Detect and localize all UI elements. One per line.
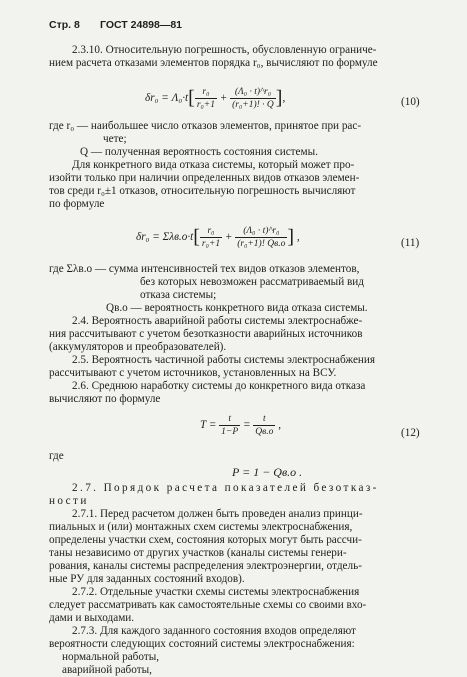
text-line: по формуле xyxy=(49,198,105,210)
formula-10-den2: (r₀+1)! · Q xyxy=(232,100,274,110)
text-line: Q — полученная вероятность состояния системы. xyxy=(80,146,318,158)
section-2-7-heading-line2: ности xyxy=(49,495,89,507)
text-line: аварийной работы, xyxy=(62,664,152,676)
text-line: без которых невозможен рассматриваемый вид xyxy=(140,276,364,288)
formula-11-num1: r₀ xyxy=(200,226,222,238)
text-line: (аккумуляторов и преобразователей). xyxy=(49,341,227,353)
text-line: где xyxy=(49,450,64,462)
text-line: рования, каналы системы распределения электроэнергии, отдель- xyxy=(49,560,362,572)
formula-p: P = 1 − Qв.о . xyxy=(232,465,303,479)
formula-12-eq: = xyxy=(242,419,251,432)
formula-11-den2: (r₀+1)! Qв.о xyxy=(237,239,286,249)
text-line: вычисляют по формуле xyxy=(49,393,161,405)
formula-11-plus: + xyxy=(224,231,233,244)
formula-11: δr₀ = Σλв.о·t[ $\frac{\text{r₀}}{\text{r₀+1}}$ + $\frac{\text{(Λ₀ · t)\textasciicircum{}r₀}}{\text{(r₀+1)! Qв.о}}$ ] , xyxy=(136,226,300,249)
text-line: пиальных и (или) монтажных схем системы электроснабжения, xyxy=(49,521,353,533)
text-line: изойти только при наличии определенных видов отказов элемен- xyxy=(49,172,360,184)
text-line: 2.5. Вероятность частичной работы системы электроснабжения xyxy=(72,354,376,366)
text-line: 2.3.10. Относительную погрешность, обусловленную ограниче- xyxy=(72,44,377,56)
text-line: Qв.о — вероятность конкретного вида отказа системы. xyxy=(106,302,368,314)
text-line: дами и выходами. xyxy=(49,612,135,624)
formula-12 xyxy=(200,414,281,437)
formula-12-num2: t xyxy=(253,414,275,426)
formula-12-tail: , xyxy=(278,419,281,432)
text-line: 2.7.2. Отдельные участки схемы системы электроснабжения xyxy=(72,586,360,598)
text-line: чете; xyxy=(103,133,127,145)
text-line: Для конкретного вида отказа системы, который может про- xyxy=(72,159,355,171)
text-line: определены участки схем, состояния которых могут быть рассчи- xyxy=(49,534,362,546)
page-number: Стр. 8 xyxy=(49,19,80,31)
equation-number-12: (12) xyxy=(401,427,420,439)
text-line: 2.7.1. Перед расчетом должен быть проведен анализ принци- xyxy=(72,508,363,520)
text-line: вероятности следующих состояний системы электроснабжения: xyxy=(49,638,355,650)
text-line: таны независимо от других участков (каналы системы генери- xyxy=(49,547,347,559)
formula-10-plus: + xyxy=(219,92,228,105)
formula-12-lhs: T = xyxy=(200,419,217,432)
formula-12-den2: Qв.о xyxy=(255,427,274,437)
text-line: 2.4. Вероятность аварийной работы системы электроснабже- xyxy=(72,315,363,327)
formula-10: δr₀ = Λ₀·t[ $\frac{\text{r₀}}{\text{r₀+1}}$ + $\frac{\text{(Λ₀ · t)\textasciicircum{}r₀}}{\text{(r₀+1)! · Q}}$ ], xyxy=(145,87,286,110)
formula-10-num1: r₀ xyxy=(195,87,217,99)
formula-10-den1: r₀+1 xyxy=(196,100,215,110)
text-line: нием расчета отказами элементов порядка r₀, вычисляют по формуле xyxy=(49,57,378,69)
section-2-7-heading-line1: 2.7. Порядок расчета показателей безотказ- xyxy=(72,482,379,494)
text-line: 2.6. Среднюю наработку системы до конкретного вида отказа xyxy=(72,380,366,392)
formula-10-lhs: δr₀ = Λ₀·t xyxy=(145,92,189,105)
text-line: следует рассматривать как самостоятельные схемы со своими вхо- xyxy=(49,599,367,611)
text-line: где r₀ — наибольшее число отказов элементов, принятое при рас- xyxy=(49,120,362,132)
equation-number-10: (10) xyxy=(401,96,420,108)
text-line: нормальной работы, xyxy=(62,651,160,663)
formula-11-num2: (Λ₀ · t)^r₀ xyxy=(235,226,287,238)
text-line: отказа системы; xyxy=(140,289,217,301)
text-line: ния рассчитывают с учетом безотказности аварийных источников xyxy=(49,328,363,340)
text-line: тов среди r₀±1 отказов, относительную погрешность вычисляют xyxy=(49,185,356,197)
formula-10-num2: (Λ₀ · t)^r₀ xyxy=(230,87,276,99)
text-line: где Σλв.о — сумма интенсивностей тех видов отказов элементов, xyxy=(49,263,360,275)
formula-11-den1: r₀+1 xyxy=(201,239,221,249)
text-line: рассчитывают с учетом источников, установленных на ВСУ. xyxy=(49,367,337,379)
text-line: ные РУ для заданных состояний входов). xyxy=(49,573,245,585)
formula-12-num1: t xyxy=(219,414,240,426)
equation-number-11: (11) xyxy=(401,237,420,249)
standard-code: ГОСТ 24898—81 xyxy=(100,19,183,31)
formula-11-lhs: δr₀ = Σλв.о·t xyxy=(136,231,194,244)
formula-12-den1: 1−P xyxy=(221,427,239,437)
text-line: 2.7.3. Для каждого заданного состояния входов определяют xyxy=(72,625,356,637)
